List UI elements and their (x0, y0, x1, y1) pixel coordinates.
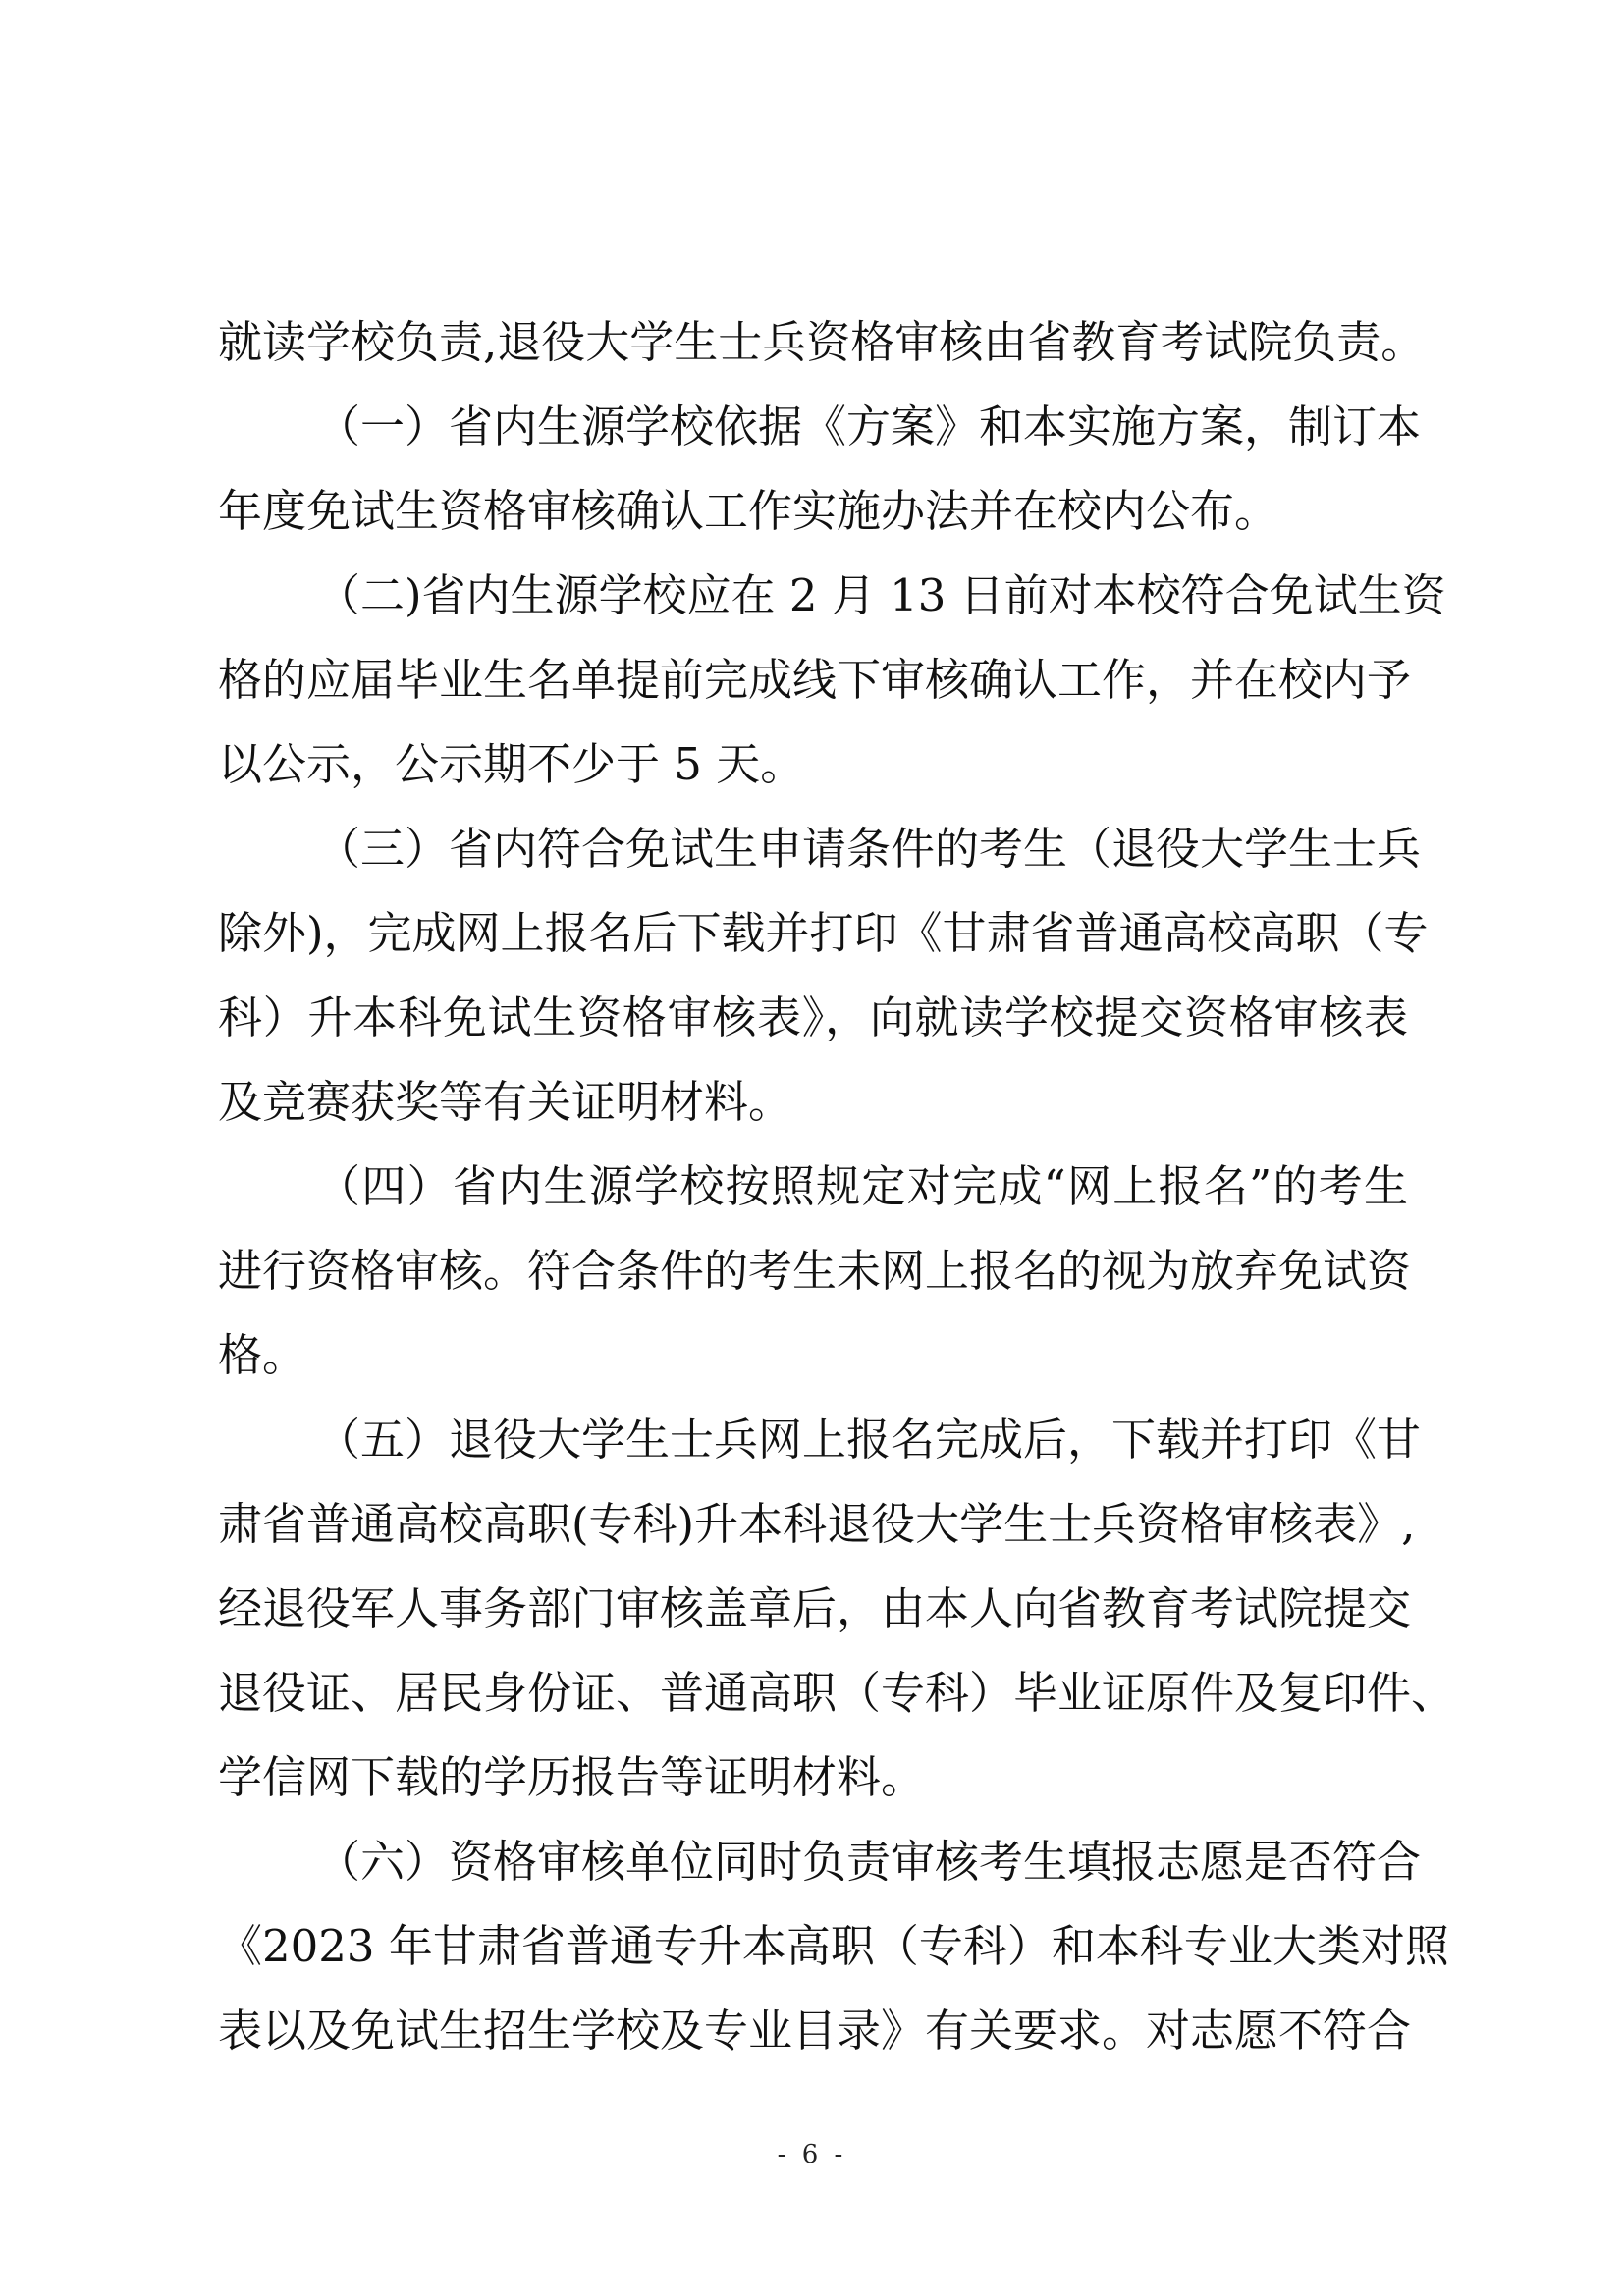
document-body (218, 300, 1456, 2073)
text-line: 除外)，完成网上报名后下载并打印《甘肃省普通高校高职（专 (218, 907, 1429, 959)
text-line: 表以及免试生招生学校及专业目录》有关要求。对志愿不符合 (218, 2004, 1412, 2056)
page-number: - 6 - (777, 2140, 847, 2169)
text-line: 经退役军人事务部门审核盖章后，由本人向省教育考试院提交 (218, 1582, 1412, 1634)
paragraph-6-line: （六）资格审核单位同时负责审核考生填报志愿是否符合 (316, 1836, 1422, 1888)
text-line: 就读学校负责,退役大学生士兵资格审核由省教育考试院负责。 (218, 316, 1426, 368)
text-line: 以公示，公示期不少于 5 天。 (218, 738, 805, 790)
text-line: 进行资格审核。符合条件的考生未网上报名的视为放弃免试资 (218, 1245, 1412, 1297)
text-line: 年度免试生资格审核确认工作实施办法并在校内公布。 (218, 485, 1279, 537)
text-line: 格的应届毕业生名单提前完成线下审核确认工作，并在校内予 (218, 654, 1412, 706)
text-line: 退役证、居民身份证、普通高职（专科）毕业证原件及复印件、 (218, 1667, 1456, 1719)
text-line: 学信网下载的学历报告等证明材料。 (218, 1751, 926, 1803)
paragraph-4-line: （四）省内生源学校按照规定对完成“网上报名”的考生 (316, 1160, 1408, 1212)
text-line: 及竞赛获奖等有关证明材料。 (218, 1076, 793, 1128)
text-line: 肃省普通高校高职(专科)升本科退役大学生士兵资格审核表》, (218, 1498, 1416, 1550)
text-line: 格。 (218, 1329, 307, 1381)
text-line: 《2023 年甘肃省普通专升本高职（专科）和本科专业大类对照 (218, 1920, 1449, 1972)
paragraph-5-line: （五）退役大学生士兵网上报名完成后，下载并打印《甘 (316, 1414, 1422, 1466)
paragraph-1-line: （一）省内生源学校依据《方案》和本实施方案，制订本 (316, 400, 1422, 453)
paragraph-3-line: （三）省内符合免试生申请条件的考生（退役大学生士兵 (316, 823, 1422, 875)
paragraph-2-line: （二)省内生源学校应在 2 月 13 日前对本校符合免试生资 (316, 569, 1446, 621)
text-line: 科）升本科免试生资格审核表》，向就读学校提交资格审核表 (218, 991, 1408, 1043)
